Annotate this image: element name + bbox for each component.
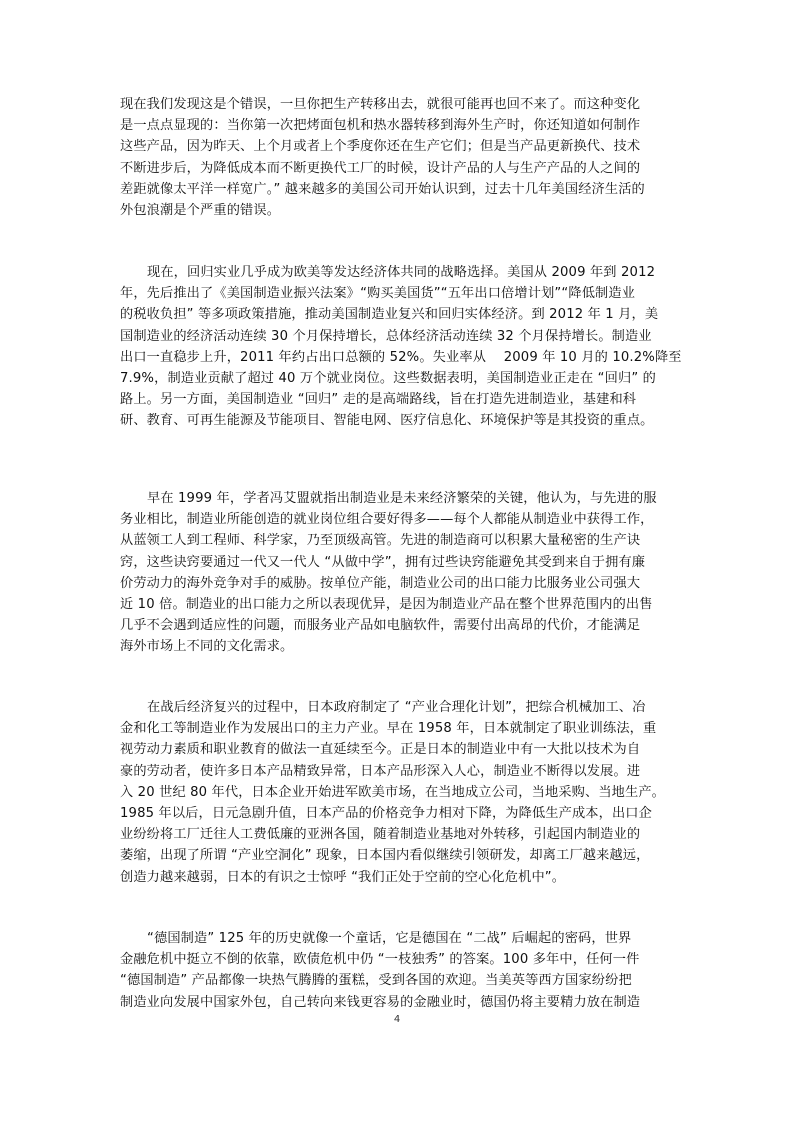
paragraph-1	[120, 94, 672, 221]
text-line: 不断进步后，为降低成本而不断更换代工厂的时候，设计产品的人与生产产品的人之间的	[120, 160, 641, 176]
text-line: 的税收负担” 等多项政策措施，推动美国制造业复兴和回归实体经济。到 2012 年 1 月，美	[120, 307, 659, 323]
text-line: 豪的劳动者，使许多日本产品精致异常，日本产品形深入人心，制造业不断得以发展。进	[120, 763, 641, 779]
text-line: 在战后经济复兴的过程中，日本政府制定了 “产业合理化计划”，把综合机械加工、冶	[147, 700, 646, 715]
text-line: 业纷纷将工厂迁往人工费低廉的亚洲各国，随着制造业基地对外转移，引起国内制造业的	[120, 827, 641, 843]
paragraph-4	[120, 697, 672, 888]
text-line: 近 10 倍。制造业的出口能力之所以表现优异，是因为制造业产品在整个世界范围内的出售	[120, 597, 653, 613]
text-line: 7.9%，制造业贡献了超过 40 万个就业岗位。这些数据表明，美国制造业正走在 “回归” 的	[120, 371, 656, 387]
text-line: 这些产品，因为昨天、上个月或者上个季度你还在生产它们；但是当产品更新换代、技术	[120, 139, 641, 155]
text-line: 1985 年以后，日元急剧升值，日本产品的价格竞争力相对下降，为降低生产成本，出口企	[120, 806, 652, 822]
text-line: 路上。另一方面，美国制造业 “回归” 走的是高端路线，旨在打造先进制造业，基建和科	[120, 392, 637, 408]
paragraph-2	[120, 262, 682, 432]
text-line: 务业相比，制造业所能创造的就业岗位组合要好得多——每个人都能从制造业中获得工作，	[120, 512, 654, 528]
text-line: 萎缩，出现了所谓 “产业空洞化” 现象，日本国内看似继续引领研发，却离工厂越来越远，	[120, 848, 650, 864]
text-line: 国制造业的经济活动连续 30 个月保持增长，总体经济活动连续 32 个月保持增长。制造业	[120, 328, 652, 344]
page-number: 4	[393, 1014, 401, 1025]
text-line: 早在 1999 年，学者冯艾盟就指出制造业是未来经济繁荣的关键，他认为，与先进的服	[147, 491, 657, 506]
text-line: 金融危机中挺立不倒的依靠，欧债危机中仍 “一枝独秀” 的答案。100 多年中，任何一件	[120, 952, 640, 968]
paragraph-3	[120, 488, 672, 658]
text-line: 视劳动力素质和职业教育的做法一直延续至今。正是日本的制造业中有一大批以技术为自	[120, 742, 641, 758]
text-line: 出口一直稳步上升，2011 年约占出口总额的 52%。失业率从 2009 年 10 月的 10.2%降至	[120, 349, 682, 365]
text-line: “德国制造” 125 年的历史就像一个童话，它是德国在 “二战” 后崛起的密码，世界	[147, 931, 632, 946]
text-line: 窍，这些诀窍要通过一代又一代人 “从做中学”，拥有过些诀窍能避免其受到来自于拥有廉	[120, 554, 646, 570]
text-line: 现在，回归实业几乎成为欧美等发达经济体共同的战略选择。美国从 2009 年到 2012	[147, 265, 656, 280]
text-line: 差距就像太平洋一样宽广。” 越来越多的美国公司开始认识到，过去十几年美国经济生活的	[120, 181, 645, 197]
text-line: 从蓝领工人到工程师、科学家，乃至顶级高管。先进的制造商可以积累大量秘密的生产诀	[120, 533, 641, 549]
text-line: 研、教育、可再生能源及节能项目、智能电网、医疗信息化、环境保护等是其投资的重点。	[120, 413, 654, 429]
text-line: 创造力越来越弱，日本的有识之士惊呼 “我们正处于空前的空心化危机中”。	[120, 869, 566, 885]
text-line: 年，先后推出了《美国制造业振兴法案》“购买美国货”“五年出口倍增计划”“降低制造业	[120, 286, 636, 302]
text-line: 金和化工等制造业作为发展出口的主力产业。早在 1958 年，日本就制定了职业训练法，重	[120, 721, 657, 737]
text-line: 现在我们发现这是个错误，一旦你把生产转移出去，就很可能再也回不来了。而这种变化	[120, 97, 641, 112]
text-line: 是一点点显现的：当你第一次把烤面包机和热水器转移到海外生产时，你还知道如何制作	[120, 118, 641, 134]
text-line: 价劳动力的海外竞争对手的威胁。按单位产能，制造业公司的出口能力比服务业公司强大	[120, 575, 641, 591]
text-line: 制造业向发展中国家外包，自己转向来钱更容易的金融业时，德国仍将主要精力放在制造	[120, 994, 641, 1010]
text-line: 入 20 世纪 80 年代，日本企业开始进军欧美市场，在当地成立公司，当地采购、当地生产。	[120, 784, 666, 800]
text-line: 海外市场上不同的文化需求。	[120, 639, 294, 655]
paragraph-5	[120, 928, 672, 1013]
text-line: 几乎不会遇到适应性的问题，而服务业产品如电脑软件，需要付出高昂的代价，才能满足	[120, 618, 641, 634]
text-line: “德国制造” 产品都像一块热气腾腾的蛋糕，受到各国的欢迎。当美英等西方国家纷纷把	[120, 973, 632, 989]
text-line: 外包浪潮是个严重的错误。	[120, 203, 281, 219]
